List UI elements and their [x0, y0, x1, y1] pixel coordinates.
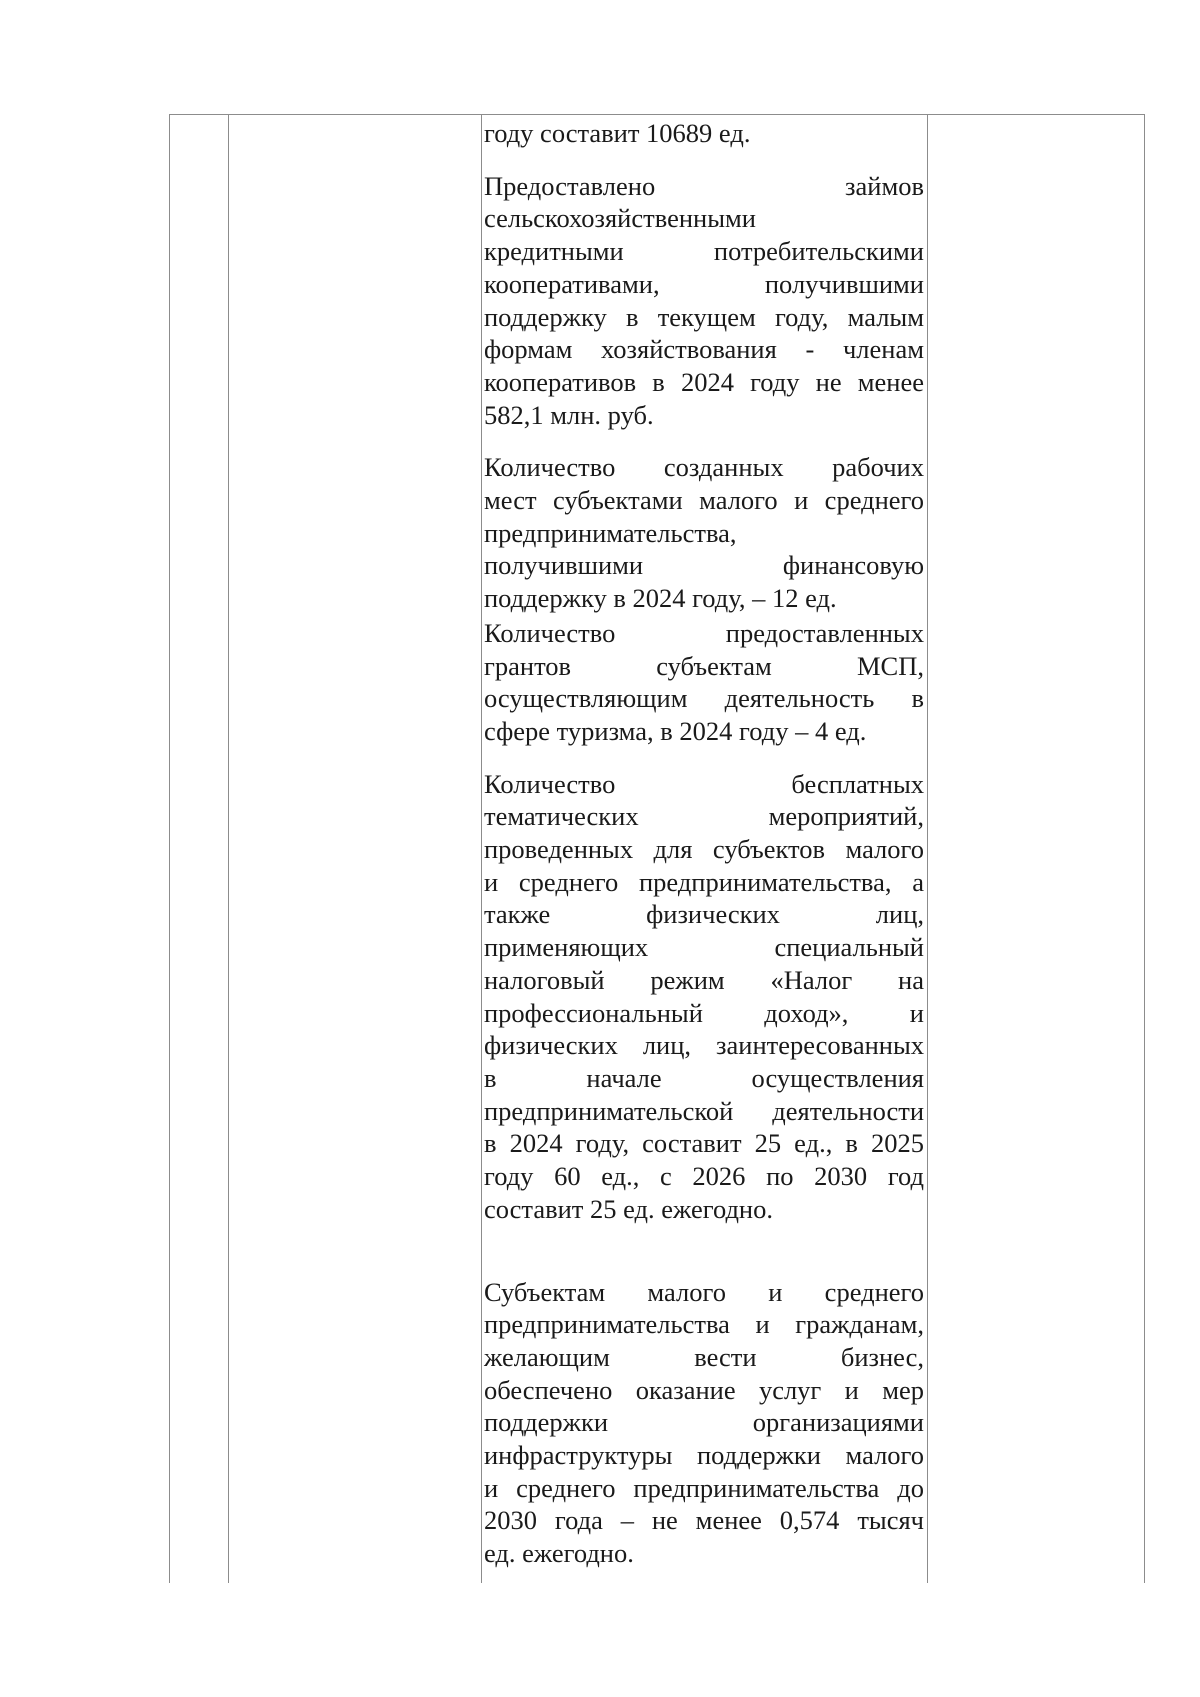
text-line: обеспечено оказание услуг и мер [484, 1374, 924, 1405]
text-line: в начале осуществления [484, 1062, 924, 1093]
text-line: кооперативами, получившими [484, 268, 924, 299]
text-line: проведенных для субъектов малого [484, 834, 924, 865]
paragraph-1 [484, 117, 924, 150]
text-line: налоговый режим «Налог на [484, 964, 924, 995]
table-border-col-3 [481, 114, 482, 1583]
text-line: 582,1 млн. руб. [484, 399, 654, 430]
text-line: поддержку в текущем году, малым [484, 301, 924, 332]
text-line: формам хозяйствования - членам [484, 334, 924, 365]
text-line: и среднего предпринимательства до [484, 1472, 924, 1503]
text-line: и среднего предпринимательства, а [484, 866, 924, 897]
text-line: Количество созданных рабочих [484, 452, 924, 483]
text-line: ед. ежегодно. [484, 1538, 634, 1569]
text-line: Количество бесплатных [484, 768, 924, 799]
text-line: кооперативов в 2024 году не менее [484, 366, 924, 397]
text-line: кредитными потребительскими [484, 236, 924, 267]
text-line: сельскохозяйственными [484, 203, 756, 234]
paragraph-4-grants [484, 617, 924, 748]
text-line: физических лиц, заинтересованных [484, 1030, 924, 1061]
text-line: в 2024 году, составит 25 ед., в 2025 [484, 1128, 924, 1159]
text-line: сфере туризма, в 2024 году – 4 ед. [484, 715, 867, 746]
text-line: инфраструктуры поддержки малого [484, 1440, 924, 1471]
table-border-col-1 [169, 114, 170, 1583]
table-top-border [169, 114, 1144, 115]
text-line: году составит 10689 ед. [484, 118, 751, 148]
text-line: поддержку в 2024 году, – 12 ед. [484, 583, 837, 614]
table-border-col-2 [228, 114, 229, 1583]
paragraph-2-loans [484, 170, 924, 432]
text-line: профессиональный доход», и [484, 997, 924, 1028]
text-line: применяющих специальный [484, 932, 924, 963]
text-line: Субъектам малого и среднего [484, 1276, 924, 1307]
text-line: Предоставлено займов [484, 170, 924, 201]
text-line: году 60 ед., с 2026 по 2030 год [484, 1161, 924, 1192]
text-line: составит 25 ед. ежегодно. [484, 1193, 773, 1224]
table-cell-results [484, 117, 924, 1570]
paragraph-5-events [484, 768, 924, 1226]
text-line: желающим вести бизнес, [484, 1341, 924, 1372]
text-line: мест субъектами малого и среднего [484, 485, 924, 516]
paragraph-6-infrastructure [484, 1276, 924, 1570]
table-border-col-4 [927, 114, 928, 1583]
paragraph-3-jobs [484, 451, 924, 615]
text-line: осуществляющим деятельность в [484, 683, 924, 714]
text-line: получившими финансовую [484, 550, 924, 581]
text-line: Количество предоставленных [484, 617, 924, 648]
table-border-col-5 [1144, 114, 1145, 1583]
text-line: предпринимательской деятельности [484, 1095, 924, 1126]
text-line: 2030 года – не менее 0,574 тысяч [484, 1505, 924, 1536]
text-line: также физических лиц, [484, 899, 924, 930]
text-line: предпринимательства, [484, 517, 737, 548]
text-line: тематических мероприятий, [484, 801, 924, 832]
text-line: предпринимательства и гражданам, [484, 1309, 924, 1340]
text-line: поддержки организациями [484, 1407, 924, 1438]
text-line: грантов субъектам МСП, [484, 650, 924, 681]
